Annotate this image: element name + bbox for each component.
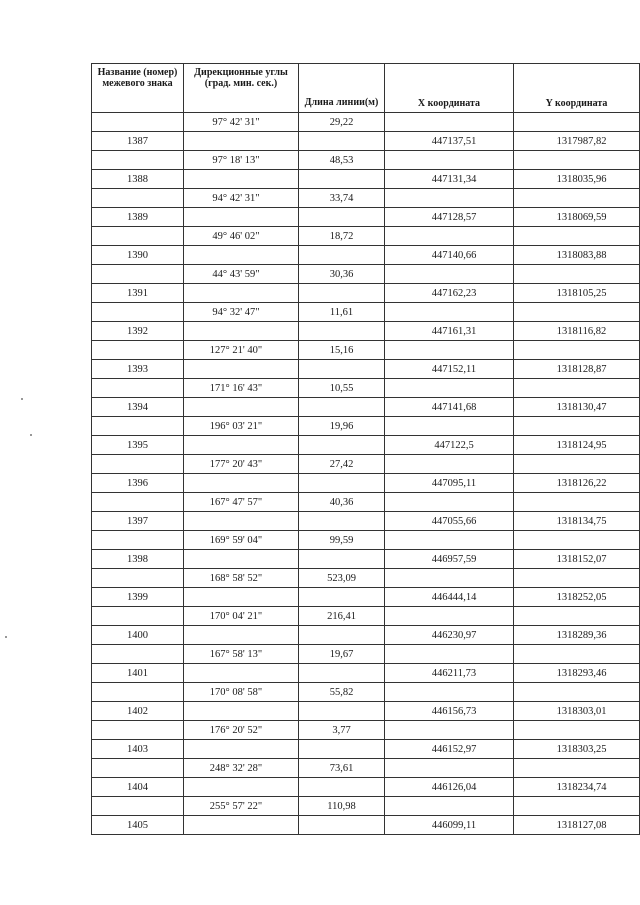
y-coordinate: 1318303,01 xyxy=(514,702,640,721)
empty-cell xyxy=(299,702,385,721)
empty-cell xyxy=(385,721,514,740)
x-coordinate: 447055,66 xyxy=(385,512,514,531)
point-row xyxy=(92,550,640,569)
empty-cell xyxy=(385,493,514,512)
header-y: Y координата xyxy=(514,64,640,113)
line-length: 55,82 xyxy=(299,683,385,702)
point-row xyxy=(92,246,640,265)
empty-cell xyxy=(92,531,184,550)
empty-cell xyxy=(299,588,385,607)
direction-angle: 177° 20' 43" xyxy=(184,455,299,474)
direction-angle: 127° 21' 40" xyxy=(184,341,299,360)
empty-cell xyxy=(385,189,514,208)
empty-cell xyxy=(92,379,184,398)
point-row xyxy=(92,398,640,417)
direction-angle: 167° 58' 13" xyxy=(184,645,299,664)
segment-row xyxy=(92,645,640,664)
y-coordinate: 1318130,47 xyxy=(514,398,640,417)
point-row xyxy=(92,626,640,645)
empty-cell xyxy=(385,797,514,816)
empty-cell xyxy=(385,569,514,588)
empty-cell xyxy=(514,227,640,246)
header-angle: Дирекционные углы (град. мин. сек.) xyxy=(184,64,299,113)
empty-cell xyxy=(299,322,385,341)
empty-cell xyxy=(299,664,385,683)
y-coordinate: 1318152,07 xyxy=(514,550,640,569)
point-id: 1405 xyxy=(92,816,184,835)
empty-cell xyxy=(385,683,514,702)
empty-cell xyxy=(385,455,514,474)
point-id: 1398 xyxy=(92,550,184,569)
segment-row xyxy=(92,797,640,816)
direction-angle: 176° 20' 52" xyxy=(184,721,299,740)
empty-cell xyxy=(184,132,299,151)
empty-cell xyxy=(299,474,385,493)
empty-cell xyxy=(184,170,299,189)
point-row xyxy=(92,208,640,227)
segment-row xyxy=(92,151,640,170)
x-coordinate: 447140,66 xyxy=(385,246,514,265)
empty-cell xyxy=(92,607,184,626)
empty-cell xyxy=(385,227,514,246)
y-coordinate: 1318303,25 xyxy=(514,740,640,759)
point-row xyxy=(92,436,640,455)
line-length: 33,74 xyxy=(299,189,385,208)
point-row xyxy=(92,474,640,493)
empty-cell xyxy=(92,265,184,284)
x-coordinate: 446152,97 xyxy=(385,740,514,759)
line-length: 27,42 xyxy=(299,455,385,474)
y-coordinate: 1318134,75 xyxy=(514,512,640,531)
empty-cell xyxy=(299,550,385,569)
empty-cell xyxy=(184,474,299,493)
empty-cell xyxy=(514,645,640,664)
empty-cell xyxy=(385,645,514,664)
empty-cell xyxy=(514,379,640,398)
empty-cell xyxy=(385,607,514,626)
x-coordinate: 446230,97 xyxy=(385,626,514,645)
segment-row xyxy=(92,189,640,208)
x-coordinate: 447137,51 xyxy=(385,132,514,151)
x-coordinate: 447152,11 xyxy=(385,360,514,379)
point-id: 1399 xyxy=(92,588,184,607)
empty-cell xyxy=(184,626,299,645)
point-row xyxy=(92,284,640,303)
segment-row xyxy=(92,759,640,778)
line-length: 15,16 xyxy=(299,341,385,360)
empty-cell xyxy=(299,170,385,189)
empty-cell xyxy=(385,379,514,398)
point-row xyxy=(92,778,640,797)
line-length: 18,72 xyxy=(299,227,385,246)
line-length: 11,61 xyxy=(299,303,385,322)
direction-angle: 255° 57' 22" xyxy=(184,797,299,816)
point-id: 1390 xyxy=(92,246,184,265)
y-coordinate: 1318069,59 xyxy=(514,208,640,227)
header-name: Название (номер) межевого знака xyxy=(92,64,184,113)
empty-cell xyxy=(184,322,299,341)
direction-angle: 169° 59' 04" xyxy=(184,531,299,550)
direction-angle: 167° 47' 57" xyxy=(184,493,299,512)
point-row xyxy=(92,360,640,379)
empty-cell xyxy=(299,626,385,645)
point-id: 1395 xyxy=(92,436,184,455)
direction-angle: 171° 16' 43" xyxy=(184,379,299,398)
line-length: 10,55 xyxy=(299,379,385,398)
point-id: 1404 xyxy=(92,778,184,797)
empty-cell xyxy=(92,759,184,778)
empty-cell xyxy=(92,493,184,512)
point-row xyxy=(92,132,640,151)
x-coordinate: 447141,68 xyxy=(385,398,514,417)
point-id: 1392 xyxy=(92,322,184,341)
empty-cell xyxy=(514,303,640,322)
direction-angle: 94° 32' 47" xyxy=(184,303,299,322)
empty-cell xyxy=(299,436,385,455)
empty-cell xyxy=(184,284,299,303)
segment-row xyxy=(92,417,640,436)
y-coordinate: 1317987,82 xyxy=(514,132,640,151)
header-x: X координата xyxy=(385,64,514,113)
x-coordinate: 447095,11 xyxy=(385,474,514,493)
segment-row xyxy=(92,683,640,702)
y-coordinate: 1318116,82 xyxy=(514,322,640,341)
direction-angle: 248° 32' 28" xyxy=(184,759,299,778)
y-coordinate: 1318126,22 xyxy=(514,474,640,493)
scan-speck xyxy=(5,636,7,638)
direction-angle: 196° 03' 21" xyxy=(184,417,299,436)
y-coordinate: 1318083,88 xyxy=(514,246,640,265)
line-length: 73,61 xyxy=(299,759,385,778)
x-coordinate: 447162,23 xyxy=(385,284,514,303)
empty-cell xyxy=(184,436,299,455)
empty-cell xyxy=(92,721,184,740)
x-coordinate: 447128,57 xyxy=(385,208,514,227)
line-length: 48,53 xyxy=(299,151,385,170)
point-id: 1400 xyxy=(92,626,184,645)
x-coordinate: 446099,11 xyxy=(385,816,514,835)
empty-cell xyxy=(92,455,184,474)
line-length: 19,67 xyxy=(299,645,385,664)
point-row xyxy=(92,588,640,607)
x-coordinate: 446957,59 xyxy=(385,550,514,569)
point-row xyxy=(92,512,640,531)
empty-cell xyxy=(299,740,385,759)
y-coordinate: 1318289,36 xyxy=(514,626,640,645)
direction-angle: 94° 42' 31" xyxy=(184,189,299,208)
line-length: 110,98 xyxy=(299,797,385,816)
table-body xyxy=(92,113,640,835)
segment-row xyxy=(92,265,640,284)
empty-cell xyxy=(299,132,385,151)
point-id: 1394 xyxy=(92,398,184,417)
empty-cell xyxy=(92,569,184,588)
line-length: 19,96 xyxy=(299,417,385,436)
point-id: 1402 xyxy=(92,702,184,721)
empty-cell xyxy=(385,303,514,322)
segment-row xyxy=(92,303,640,322)
empty-cell xyxy=(184,740,299,759)
empty-cell xyxy=(92,341,184,360)
line-length: 3,77 xyxy=(299,721,385,740)
empty-cell xyxy=(92,189,184,208)
line-length: 40,36 xyxy=(299,493,385,512)
empty-cell xyxy=(514,683,640,702)
empty-cell xyxy=(92,113,184,132)
empty-cell xyxy=(184,778,299,797)
x-coordinate: 446444,14 xyxy=(385,588,514,607)
segment-row xyxy=(92,455,640,474)
empty-cell xyxy=(514,417,640,436)
empty-cell xyxy=(385,531,514,550)
empty-cell xyxy=(184,550,299,569)
y-coordinate: 1318124,95 xyxy=(514,436,640,455)
segment-row xyxy=(92,607,640,626)
segment-row xyxy=(92,341,640,360)
empty-cell xyxy=(299,778,385,797)
direction-angle: 97° 18' 13" xyxy=(184,151,299,170)
empty-cell xyxy=(514,759,640,778)
segment-row xyxy=(92,569,640,588)
direction-angle: 97° 42' 31" xyxy=(184,113,299,132)
empty-cell xyxy=(299,208,385,227)
point-id: 1389 xyxy=(92,208,184,227)
empty-cell xyxy=(514,341,640,360)
segment-row xyxy=(92,379,640,398)
point-id: 1396 xyxy=(92,474,184,493)
x-coordinate: 446156,73 xyxy=(385,702,514,721)
y-coordinate: 1318105,25 xyxy=(514,284,640,303)
empty-cell xyxy=(385,759,514,778)
empty-cell xyxy=(184,512,299,531)
point-id: 1388 xyxy=(92,170,184,189)
point-id: 1403 xyxy=(92,740,184,759)
empty-cell xyxy=(514,797,640,816)
empty-cell xyxy=(514,265,640,284)
y-coordinate: 1318035,96 xyxy=(514,170,640,189)
point-row xyxy=(92,322,640,341)
x-coordinate: 447122,5 xyxy=(385,436,514,455)
segment-row xyxy=(92,113,640,132)
point-id: 1391 xyxy=(92,284,184,303)
empty-cell xyxy=(184,208,299,227)
empty-cell xyxy=(514,531,640,550)
direction-angle: 168° 58' 52" xyxy=(184,569,299,588)
y-coordinate: 1318293,46 xyxy=(514,664,640,683)
point-id: 1401 xyxy=(92,664,184,683)
point-row xyxy=(92,664,640,683)
table-header-row xyxy=(92,64,640,113)
empty-cell xyxy=(184,398,299,417)
empty-cell xyxy=(92,645,184,664)
empty-cell xyxy=(92,797,184,816)
segment-row xyxy=(92,227,640,246)
empty-cell xyxy=(299,398,385,417)
y-coordinate: 1318252,05 xyxy=(514,588,640,607)
point-row xyxy=(92,170,640,189)
empty-cell xyxy=(184,360,299,379)
empty-cell xyxy=(299,360,385,379)
segment-row xyxy=(92,721,640,740)
empty-cell xyxy=(184,246,299,265)
empty-cell xyxy=(92,417,184,436)
boundary-coordinates-table xyxy=(91,63,640,835)
empty-cell xyxy=(514,189,640,208)
scan-speck xyxy=(21,398,23,400)
empty-cell xyxy=(385,113,514,132)
line-length: 216,41 xyxy=(299,607,385,626)
direction-angle: 170° 08' 58" xyxy=(184,683,299,702)
header-length: Длина линии(м) xyxy=(299,64,385,113)
point-row xyxy=(92,702,640,721)
empty-cell xyxy=(184,816,299,835)
point-row xyxy=(92,816,640,835)
empty-cell xyxy=(299,246,385,265)
line-length: 523,09 xyxy=(299,569,385,588)
direction-angle: 44° 43' 59" xyxy=(184,265,299,284)
line-length: 99,59 xyxy=(299,531,385,550)
empty-cell xyxy=(514,493,640,512)
empty-cell xyxy=(184,664,299,683)
direction-angle: 170° 04' 21" xyxy=(184,607,299,626)
empty-cell xyxy=(92,227,184,246)
x-coordinate: 447161,31 xyxy=(385,322,514,341)
line-length: 30,36 xyxy=(299,265,385,284)
point-id: 1393 xyxy=(92,360,184,379)
empty-cell xyxy=(92,151,184,170)
empty-cell xyxy=(184,588,299,607)
empty-cell xyxy=(92,683,184,702)
point-id: 1387 xyxy=(92,132,184,151)
empty-cell xyxy=(385,265,514,284)
empty-cell xyxy=(299,816,385,835)
direction-angle: 49° 46' 02" xyxy=(184,227,299,246)
point-row xyxy=(92,740,640,759)
empty-cell xyxy=(514,455,640,474)
empty-cell xyxy=(514,569,640,588)
empty-cell xyxy=(385,341,514,360)
empty-cell xyxy=(92,303,184,322)
empty-cell xyxy=(385,151,514,170)
empty-cell xyxy=(184,702,299,721)
line-length: 29,22 xyxy=(299,113,385,132)
empty-cell xyxy=(514,607,640,626)
x-coordinate: 446211,73 xyxy=(385,664,514,683)
x-coordinate: 447131,34 xyxy=(385,170,514,189)
empty-cell xyxy=(514,151,640,170)
empty-cell xyxy=(514,721,640,740)
y-coordinate: 1318128,87 xyxy=(514,360,640,379)
y-coordinate: 1318127,08 xyxy=(514,816,640,835)
segment-row xyxy=(92,493,640,512)
segment-row xyxy=(92,531,640,550)
empty-cell xyxy=(514,113,640,132)
empty-cell xyxy=(299,284,385,303)
y-coordinate: 1318234,74 xyxy=(514,778,640,797)
point-id: 1397 xyxy=(92,512,184,531)
scan-speck xyxy=(30,434,32,436)
empty-cell xyxy=(299,512,385,531)
empty-cell xyxy=(385,417,514,436)
x-coordinate: 446126,04 xyxy=(385,778,514,797)
